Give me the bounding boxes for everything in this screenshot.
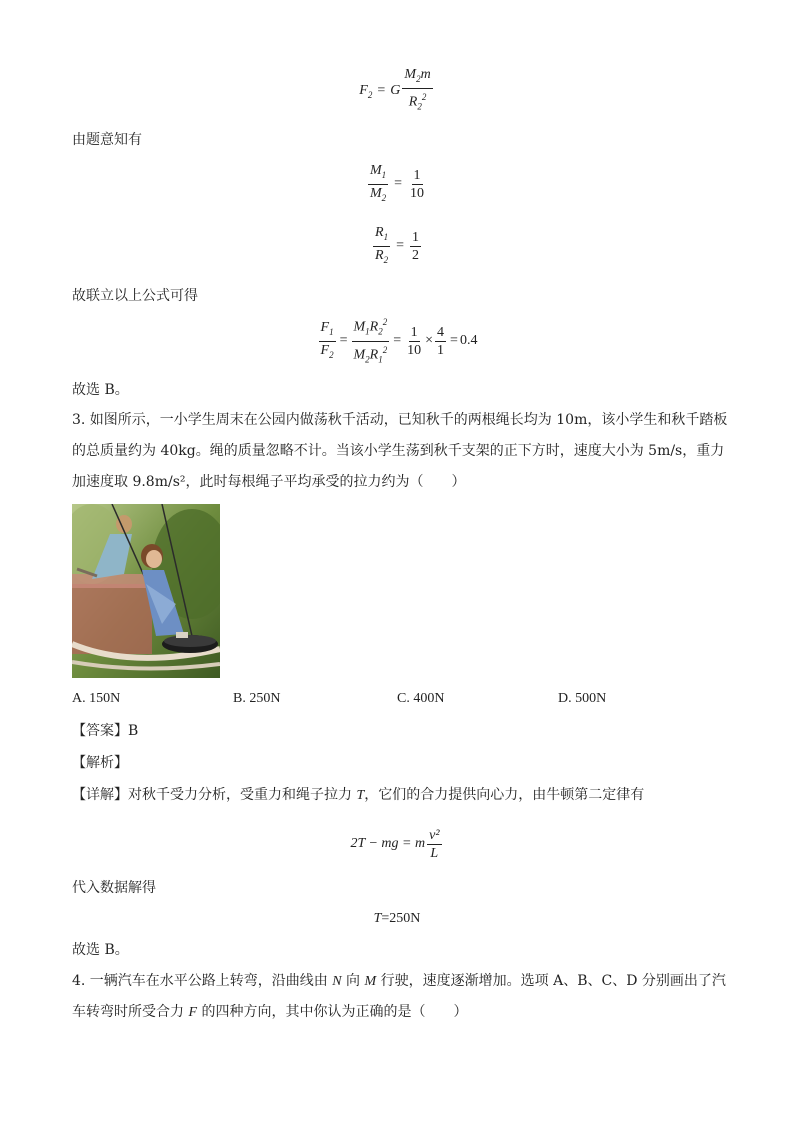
newton-equation: 2T − mg = m $\frac{\text{v²}}{L}$ <box>350 827 440 861</box>
q3-line1: 3. 如图所示，一小学生周末在公园内做荡秋千活动，已知秋千的两根绳长均为 10m，该小学生和秋千踏板 <box>72 412 728 428</box>
option-a: A. 150N <box>72 691 121 706</box>
f2-lhs: $F_2$ <box>359 82 373 100</box>
result-tension: T =250N <box>373 911 421 926</box>
text-choose-b: 故选 B。 <box>72 382 129 398</box>
ratio-radius: $\frac{R_1}{R_2}$ = $\frac{1}{2}$ <box>375 224 419 265</box>
option-d: D. 500N <box>558 691 607 706</box>
equals-sign: = <box>377 83 386 98</box>
gravitational-constant: G <box>390 83 401 98</box>
analysis-label: 【解析】 <box>72 755 128 771</box>
text-combine: 故联立以上公式可得 <box>72 288 198 304</box>
text-from-problem: 由题意知有 <box>72 132 142 148</box>
q3-line3: 加速度取 9.8m/s²，此时每根绳子平均承受的拉力约为（ ） <box>72 474 466 490</box>
q4-line1: 4. 一辆汽车在水平公路上转弯，沿曲线由 N 向 M 行驶，速度逐渐增加。选项 A、B、C、D 分别画出了汽 <box>72 973 726 989</box>
detail-text: 【详解】对秋千受力分析，受重力和绳子拉力 T，它们的合力提供向心力，由牛顿第二定律有 <box>72 787 645 803</box>
q3-line2: 的总质量约为 40kg。绳的质量忽略不计。当该小学生荡到秋千支架的正下方时，速度大小为 5m/s，重力 <box>72 443 725 459</box>
ratio-mass: $\frac{M_1}{M_2}$ = $\frac{1}{10}$ <box>369 162 425 203</box>
option-c: C. 400N <box>397 691 445 706</box>
text-choose-b-2: 故选 B。 <box>72 942 129 958</box>
formula-f2 <box>300 67 494 112</box>
option-b: B. 250N <box>233 691 281 706</box>
swing-photo <box>72 504 220 678</box>
substitute-text: 代入数据解得 <box>72 880 156 896</box>
answer-label: 【答案】B <box>72 723 139 739</box>
ratio-force: $\frac{F_1}{F_2}$ = $\frac{M_1R_2^2}{M_2R_1^2}$ = $\frac{1}{10}$ × $\frac{4}{1}$ = 0.4 <box>300 318 494 364</box>
q4-line2: 车转弯时所受合力 F 的四种方向，其中你认为正确的是（ ） <box>72 1004 468 1020</box>
f2-fraction: $\frac{M_2m}{R_2^2}$ <box>404 67 431 112</box>
